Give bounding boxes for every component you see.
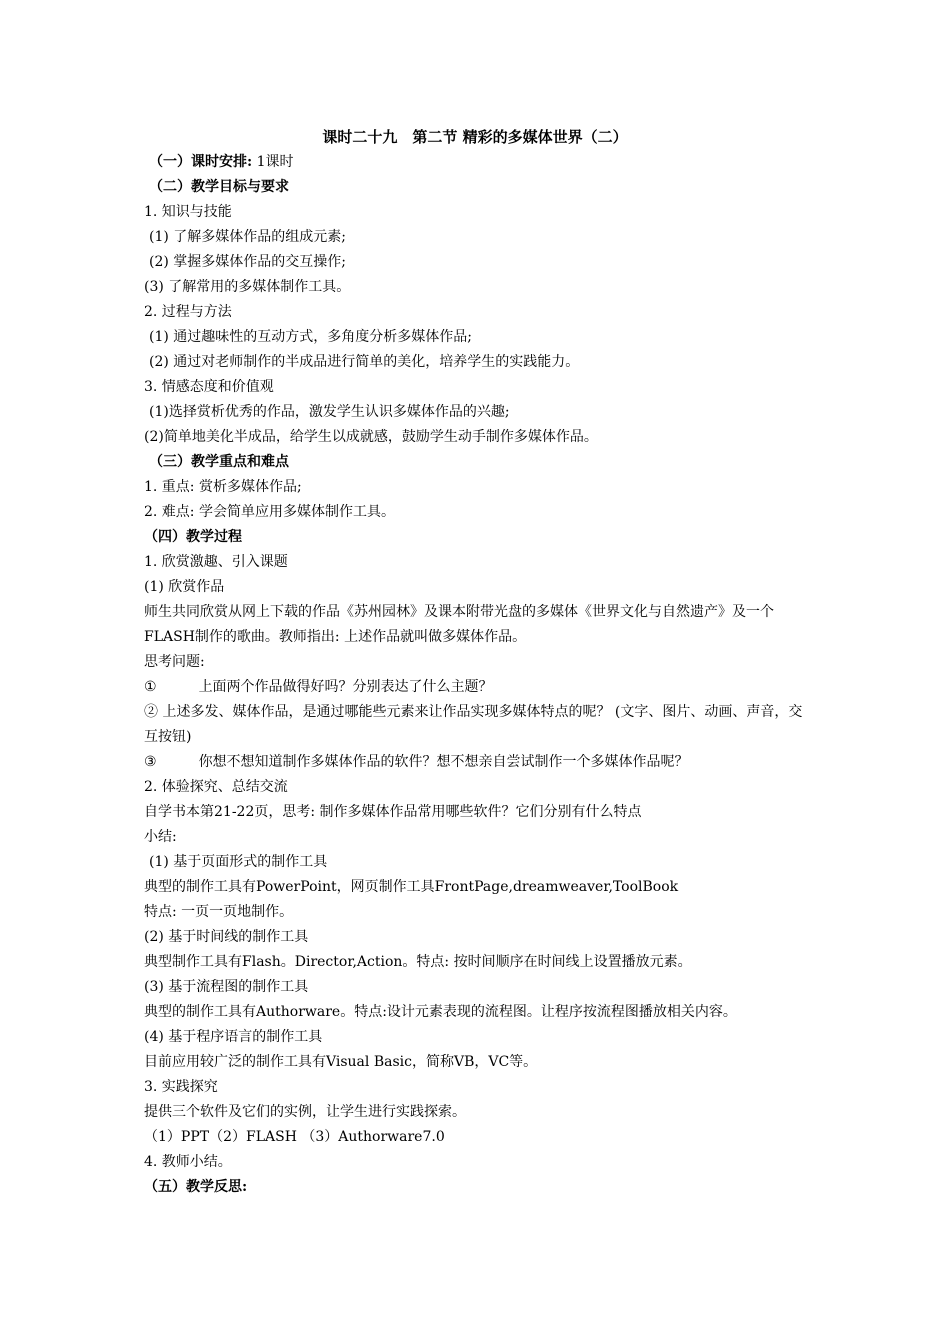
step3-software-list: （1）PPT（2）FLASH （3）Authorware7.0 [144, 1129, 445, 1145]
knowledge-skills-heading: 1. 知识与技能 [144, 204, 232, 220]
step1-sub-heading: (1) 欣赏作品 [144, 579, 225, 595]
step3-heading: 3. 实践探究 [144, 1079, 218, 1095]
schedule-value: 1课时 [252, 154, 294, 170]
attitude-item-1: (1)选择赏析优秀的作品，激发学生认识多媒体作品的兴趣; [149, 404, 510, 420]
reflection-heading: （五）教学反思: [144, 1179, 248, 1195]
step3-paragraph: 提供三个软件及它们的实例，让学生进行实践探索。 [144, 1104, 466, 1120]
question-1-text: 上面两个作品做得好吗？分别表达了什么主题？ [198, 679, 493, 695]
tool2-heading: (2) 基于时间线的制作工具 [144, 929, 309, 945]
knowledge-item-2: (2) 掌握多媒体作品的交互操作; [149, 254, 346, 270]
question-3-mark: ③ [144, 754, 157, 770]
process-section-heading: （四）教学过程 [144, 529, 242, 545]
tool2-text: 典型制作工具有Flash。Director,Action。特点: 按时间顺序在时间线上设置播放元素。 [144, 954, 692, 970]
document-body [144, 150, 814, 1200]
knowledge-item-3: (3) 了解常用的多媒体制作工具。 [144, 279, 351, 295]
keypoint-item-1: 1. 重点: 赏析多媒体作品; [144, 479, 302, 495]
think-label: 思考问题: [144, 654, 205, 670]
question-2: ② 上述多发、媒体作品，是通过哪能些元素来让作品实现多媒体特点的呢？ (文字、图片、动画、声音，交互按钮) [144, 704, 803, 745]
process-item-1: (1) 通过趣味性的互动方式，多角度分析多媒体作品; [149, 329, 472, 345]
step2-paragraph: 自学书本第21-22页，思考: 制作多媒体作品常用哪些软件？它们分别有什么特点 [144, 804, 642, 820]
attitude-heading: 3. 情感态度和价值观 [144, 379, 274, 395]
process-item-2: (2) 通过对老师制作的半成品进行简单的美化，培养学生的实践能力。 [149, 354, 580, 370]
question-1 [144, 675, 814, 700]
schedule-line [144, 150, 814, 175]
keypoint-item-2: 2. 难点: 学会简单应用多媒体制作工具。 [144, 504, 395, 520]
process-method-heading: 2. 过程与方法 [144, 304, 232, 320]
question-1-mark: ① [144, 679, 157, 695]
tool4-heading: (4) 基于程序语言的制作工具 [144, 1029, 323, 1045]
knowledge-item-1: (1) 了解多媒体作品的组成元素; [149, 229, 346, 245]
objectives-heading: （二）教学目标与要求 [149, 179, 289, 195]
step1-heading: 1. 欣赏激趣、引入课题 [144, 554, 288, 570]
attitude-item-2: (2)简单地美化半成品，给学生以成就感，鼓励学生动手制作多媒体作品。 [144, 429, 598, 445]
tool1-feature: 特点: 一页一页地制作。 [144, 904, 294, 920]
step4-heading: 4. 教师小结。 [144, 1154, 232, 1170]
step1-paragraph: 师生共同欣赏从网上下载的作品《苏州园林》及课本附带光盘的多媒体《世界文化与自然遗产》及一个FLASH制作的歌曲。教师指出: 上述作品就叫做多媒体作品。 [144, 604, 774, 645]
question-3 [144, 750, 814, 775]
summary-label: 小结: [144, 829, 177, 845]
page-title: 课时二十九 第二节 精彩的多媒体世界（二） [322, 128, 628, 146]
schedule-heading: （一）课时安排: [149, 154, 253, 170]
tool4-text: 目前应用较广泛的制作工具有Visual Basic，简称VB，VC等。 [144, 1054, 538, 1070]
step2-heading: 2. 体验探究、总结交流 [144, 779, 288, 795]
tool1-heading: (1) 基于页面形式的制作工具 [149, 854, 328, 870]
tool3-heading: (3) 基于流程图的制作工具 [144, 979, 309, 995]
keypoints-heading: （三）教学重点和难点 [149, 454, 289, 470]
tool1-text: 典型的制作工具有PowerPoint，网页制作工具FrontPage,dreamweaver,ToolBook [144, 879, 679, 895]
question-3-text: 你想不想知道制作多媒体作品的软件？想不想亲自尝试制作一个多媒体作品呢？ [198, 754, 689, 770]
tool3-text: 典型的制作工具有Authorware。特点:设计元素表现的流程图。让程序按流程图播放相关内容。 [144, 1004, 737, 1020]
